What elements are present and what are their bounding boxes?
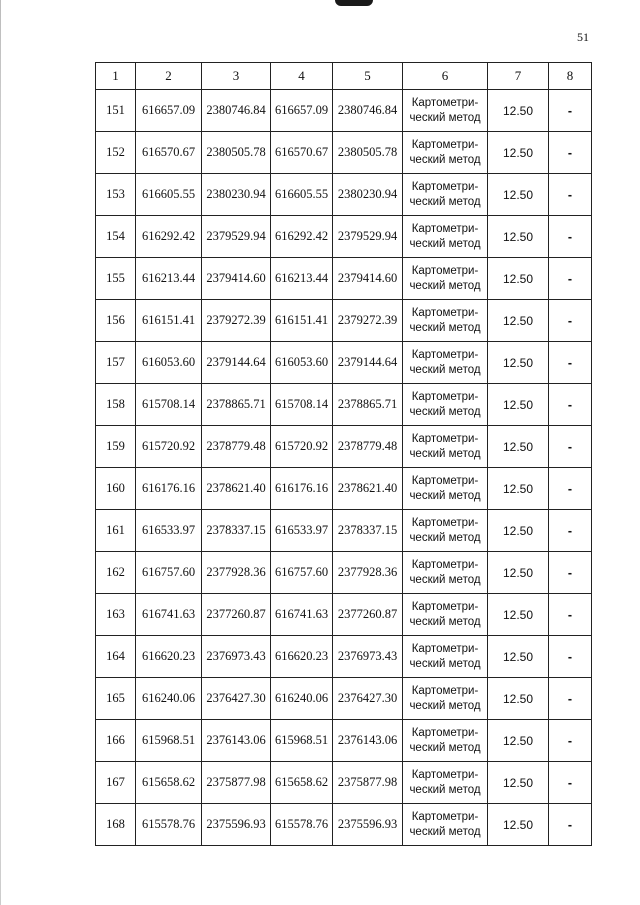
x-coord-cell: 616605.55: [136, 174, 202, 216]
note-cell: -: [549, 594, 592, 636]
note-cell: -: [549, 300, 592, 342]
method-cell: Картометри- ческий метод: [403, 594, 488, 636]
y-coord-cell: 2376973.43: [202, 636, 271, 678]
table-row: [96, 636, 592, 678]
y-coord-cell: 2378621.40: [333, 468, 403, 510]
accuracy-cell: 12.50: [488, 426, 549, 468]
y-coord-cell: 2379529.94: [202, 216, 271, 258]
x-coord-cell: 615968.51: [136, 720, 202, 762]
table-row: [96, 510, 592, 552]
note-cell: -: [549, 174, 592, 216]
x-coord-cell: 616620.23: [136, 636, 202, 678]
y-coord-cell: 2378337.15: [333, 510, 403, 552]
x-coord-cell: 616176.16: [136, 468, 202, 510]
accuracy-cell: 12.50: [488, 720, 549, 762]
method-cell: Картометри- ческий метод: [403, 90, 488, 132]
y-coord-cell: 2377928.36: [202, 552, 271, 594]
y-coord-cell: 2376973.43: [333, 636, 403, 678]
accuracy-cell: 12.50: [488, 216, 549, 258]
y-coord-cell: 2380746.84: [333, 90, 403, 132]
table-row: [96, 426, 592, 468]
binding-mark: [335, 0, 373, 6]
method-cell: Картометри- ческий метод: [403, 258, 488, 300]
y-coord-cell: 2380505.78: [202, 132, 271, 174]
y-coord-cell: 2380230.94: [333, 174, 403, 216]
accuracy-cell: 12.50: [488, 258, 549, 300]
accuracy-cell: 12.50: [488, 510, 549, 552]
table-row: [96, 804, 592, 846]
table-row: [96, 594, 592, 636]
accuracy-cell: 12.50: [488, 90, 549, 132]
point-number-cell: 167: [96, 762, 136, 804]
x-coord-cell: 615658.62: [136, 762, 202, 804]
table-row: [96, 384, 592, 426]
point-number-cell: 152: [96, 132, 136, 174]
accuracy-cell: 12.50: [488, 804, 549, 846]
method-cell: Картометри- ческий метод: [403, 300, 488, 342]
y-coord-cell: 2375596.93: [202, 804, 271, 846]
x-coord-cell: 615658.62: [271, 762, 333, 804]
x-coord-cell: 616292.42: [136, 216, 202, 258]
x-coord-cell: 616757.60: [271, 552, 333, 594]
method-cell: Картометри- ческий метод: [403, 510, 488, 552]
point-number-cell: 158: [96, 384, 136, 426]
table-row: [96, 90, 592, 132]
method-cell: Картометри- ческий метод: [403, 132, 488, 174]
x-coord-cell: 616657.09: [136, 90, 202, 132]
x-coord-cell: 616213.44: [136, 258, 202, 300]
table-row: [96, 132, 592, 174]
note-cell: -: [549, 258, 592, 300]
y-coord-cell: 2380230.94: [202, 174, 271, 216]
table-row: [96, 552, 592, 594]
note-cell: -: [549, 552, 592, 594]
note-cell: -: [549, 804, 592, 846]
x-coord-cell: 616053.60: [271, 342, 333, 384]
method-cell: Картометри- ческий метод: [403, 762, 488, 804]
x-coord-cell: 616741.63: [136, 594, 202, 636]
header-cell: 4: [271, 63, 333, 90]
y-coord-cell: 2376427.30: [333, 678, 403, 720]
point-number-cell: 168: [96, 804, 136, 846]
point-number-cell: 155: [96, 258, 136, 300]
y-coord-cell: 2378337.15: [202, 510, 271, 552]
y-coord-cell: 2379144.64: [333, 342, 403, 384]
table-row: [96, 720, 592, 762]
table-row: [96, 174, 592, 216]
y-coord-cell: 2378621.40: [202, 468, 271, 510]
accuracy-cell: 12.50: [488, 300, 549, 342]
point-number-cell: 161: [96, 510, 136, 552]
x-coord-cell: 616151.41: [271, 300, 333, 342]
method-cell: Картометри- ческий метод: [403, 216, 488, 258]
y-coord-cell: 2376143.06: [202, 720, 271, 762]
method-cell: Картометри- ческий метод: [403, 678, 488, 720]
x-coord-cell: 615708.14: [136, 384, 202, 426]
y-coord-cell: 2378865.71: [202, 384, 271, 426]
x-coord-cell: 616213.44: [271, 258, 333, 300]
x-coord-cell: 615708.14: [271, 384, 333, 426]
note-cell: -: [549, 132, 592, 174]
x-coord-cell: 616741.63: [271, 594, 333, 636]
x-coord-cell: 616533.97: [136, 510, 202, 552]
table-row: [96, 300, 592, 342]
x-coord-cell: 616757.60: [136, 552, 202, 594]
x-coord-cell: 616570.67: [271, 132, 333, 174]
y-coord-cell: 2375877.98: [333, 762, 403, 804]
x-coord-cell: 615578.76: [136, 804, 202, 846]
note-cell: -: [549, 510, 592, 552]
x-coord-cell: 615968.51: [271, 720, 333, 762]
x-coord-cell: 616053.60: [136, 342, 202, 384]
accuracy-cell: 12.50: [488, 174, 549, 216]
x-coord-cell: 616533.97: [271, 510, 333, 552]
table-row: [96, 216, 592, 258]
y-coord-cell: 2378779.48: [333, 426, 403, 468]
x-coord-cell: 616657.09: [271, 90, 333, 132]
x-coord-cell: 615578.76: [271, 804, 333, 846]
point-number-cell: 151: [96, 90, 136, 132]
y-coord-cell: 2379414.60: [202, 258, 271, 300]
method-cell: Картометри- ческий метод: [403, 342, 488, 384]
note-cell: -: [549, 468, 592, 510]
point-number-cell: 164: [96, 636, 136, 678]
x-coord-cell: 616151.41: [136, 300, 202, 342]
point-number-cell: 154: [96, 216, 136, 258]
y-coord-cell: 2377260.87: [333, 594, 403, 636]
method-cell: Картометри- ческий метод: [403, 720, 488, 762]
header-cell: 6: [403, 63, 488, 90]
y-coord-cell: 2378779.48: [202, 426, 271, 468]
header-cell: 7: [488, 63, 549, 90]
method-cell: Картометри- ческий метод: [403, 552, 488, 594]
accuracy-cell: 12.50: [488, 552, 549, 594]
y-coord-cell: 2377260.87: [202, 594, 271, 636]
method-cell: Картометри- ческий метод: [403, 384, 488, 426]
y-coord-cell: 2380505.78: [333, 132, 403, 174]
x-coord-cell: 616240.06: [271, 678, 333, 720]
point-number-cell: 163: [96, 594, 136, 636]
note-cell: -: [549, 426, 592, 468]
y-coord-cell: 2379529.94: [333, 216, 403, 258]
accuracy-cell: 12.50: [488, 594, 549, 636]
point-number-cell: 153: [96, 174, 136, 216]
accuracy-cell: 12.50: [488, 468, 549, 510]
method-cell: Картометри- ческий метод: [403, 804, 488, 846]
table-row: [96, 762, 592, 804]
x-coord-cell: 616605.55: [271, 174, 333, 216]
note-cell: -: [549, 762, 592, 804]
x-coord-cell: 615720.92: [136, 426, 202, 468]
x-coord-cell: 616570.67: [136, 132, 202, 174]
x-coord-cell: 616240.06: [136, 678, 202, 720]
note-cell: -: [549, 90, 592, 132]
accuracy-cell: 12.50: [488, 132, 549, 174]
table-row: [96, 678, 592, 720]
header-cell: 8: [549, 63, 592, 90]
y-coord-cell: 2379414.60: [333, 258, 403, 300]
header-cell: 1: [96, 63, 136, 90]
point-number-cell: 160: [96, 468, 136, 510]
page-number: 51: [577, 30, 589, 44]
y-coord-cell: 2379272.39: [202, 300, 271, 342]
note-cell: -: [549, 678, 592, 720]
accuracy-cell: 12.50: [488, 762, 549, 804]
header-cell: 3: [202, 63, 271, 90]
y-coord-cell: 2378865.71: [333, 384, 403, 426]
table-body: [96, 90, 592, 846]
table-row: [96, 468, 592, 510]
point-number-cell: 157: [96, 342, 136, 384]
point-number-cell: 159: [96, 426, 136, 468]
coordinates-table: [95, 62, 592, 846]
x-coord-cell: 616292.42: [271, 216, 333, 258]
point-number-cell: 166: [96, 720, 136, 762]
method-cell: Картометри- ческий метод: [403, 174, 488, 216]
x-coord-cell: 616620.23: [271, 636, 333, 678]
note-cell: -: [549, 342, 592, 384]
y-coord-cell: 2376427.30: [202, 678, 271, 720]
table-row: [96, 342, 592, 384]
y-coord-cell: 2377928.36: [333, 552, 403, 594]
accuracy-cell: 12.50: [488, 636, 549, 678]
x-coord-cell: 616176.16: [271, 468, 333, 510]
y-coord-cell: 2375877.98: [202, 762, 271, 804]
point-number-cell: 162: [96, 552, 136, 594]
scan-edge: [0, 0, 1, 905]
header-cell: 5: [333, 63, 403, 90]
accuracy-cell: 12.50: [488, 384, 549, 426]
point-number-cell: 156: [96, 300, 136, 342]
table-header-row: [96, 63, 592, 90]
note-cell: -: [549, 636, 592, 678]
method-cell: Картометри- ческий метод: [403, 468, 488, 510]
x-coord-cell: 615720.92: [271, 426, 333, 468]
y-coord-cell: 2375596.93: [333, 804, 403, 846]
y-coord-cell: 2376143.06: [333, 720, 403, 762]
note-cell: -: [549, 384, 592, 426]
table-row: [96, 258, 592, 300]
note-cell: -: [549, 216, 592, 258]
point-number-cell: 165: [96, 678, 136, 720]
y-coord-cell: 2379272.39: [333, 300, 403, 342]
header-cell: 2: [136, 63, 202, 90]
y-coord-cell: 2380746.84: [202, 90, 271, 132]
method-cell: Картометри- ческий метод: [403, 426, 488, 468]
method-cell: Картометри- ческий метод: [403, 636, 488, 678]
y-coord-cell: 2379144.64: [202, 342, 271, 384]
note-cell: -: [549, 720, 592, 762]
accuracy-cell: 12.50: [488, 678, 549, 720]
accuracy-cell: 12.50: [488, 342, 549, 384]
